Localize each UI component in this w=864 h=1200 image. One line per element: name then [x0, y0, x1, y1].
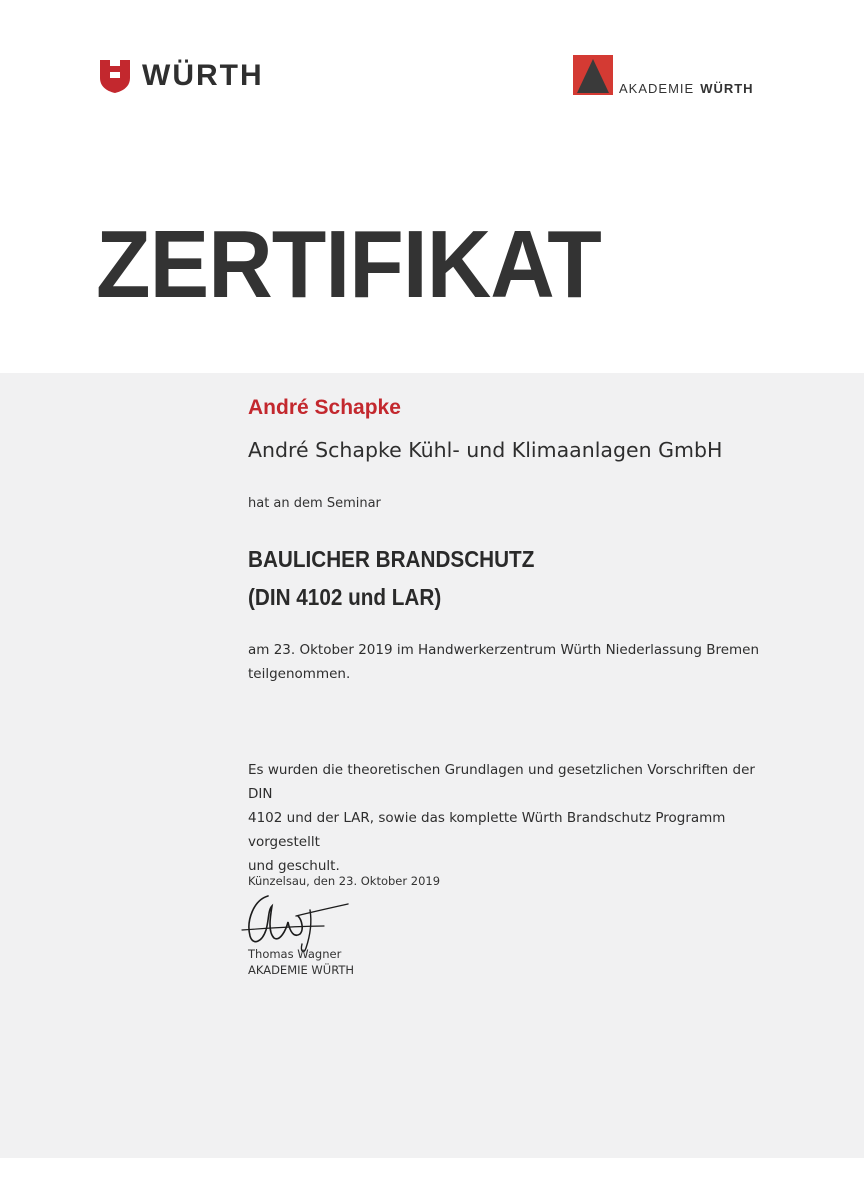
wurth-logo: [98, 58, 264, 94]
place-date: Künzelsau, den 23. Oktober 2019: [248, 874, 441, 888]
certificate-title: ZERTIFIKAT: [96, 211, 601, 318]
attendance-line: am 23. Oktober 2019 im Handwerkerzentrum Würth Niederlassung Bremen: [248, 642, 760, 658]
description-line: und geschult.: [248, 858, 340, 874]
intro-text: hat an dem Seminar: [248, 496, 381, 511]
academy-prefix: AKADEMIE: [619, 81, 695, 96]
attendance-line: teilgenommen.: [248, 666, 351, 682]
description-text: [248, 758, 768, 878]
seminar-subtitle-line: (DIN 4102 und LAR): [248, 584, 442, 610]
signer-info: [248, 946, 354, 978]
signature-block: [248, 874, 441, 977]
academy-label: [619, 82, 754, 95]
academy-triangle-icon: [573, 55, 613, 95]
wurth-emblem-icon: [98, 58, 132, 94]
recipient-name: André Schapke: [248, 396, 401, 419]
academy-name: WÜRTH: [700, 81, 754, 96]
signer-org: AKADEMIE WÜRTH: [248, 963, 355, 977]
brand-name: WÜRTH: [142, 59, 264, 92]
academy-logo: [573, 55, 754, 95]
recipient-company: André Schapke Kühl- und Klimaanlagen GmbH: [248, 438, 723, 462]
attendance-text: [248, 638, 768, 686]
description-line: Es wurden die theoretischen Grundlagen und gesetzlichen Vorschriften der DIN: [248, 762, 755, 802]
signer-name: Thomas Wagner: [248, 947, 342, 961]
seminar-title-line: BAULICHER BRANDSCHUTZ: [248, 546, 535, 572]
description-line: 4102 und der LAR, sowie das komplette Würth Brandschutz Programm vorgestellt: [248, 810, 726, 850]
seminar-title: [248, 540, 534, 616]
